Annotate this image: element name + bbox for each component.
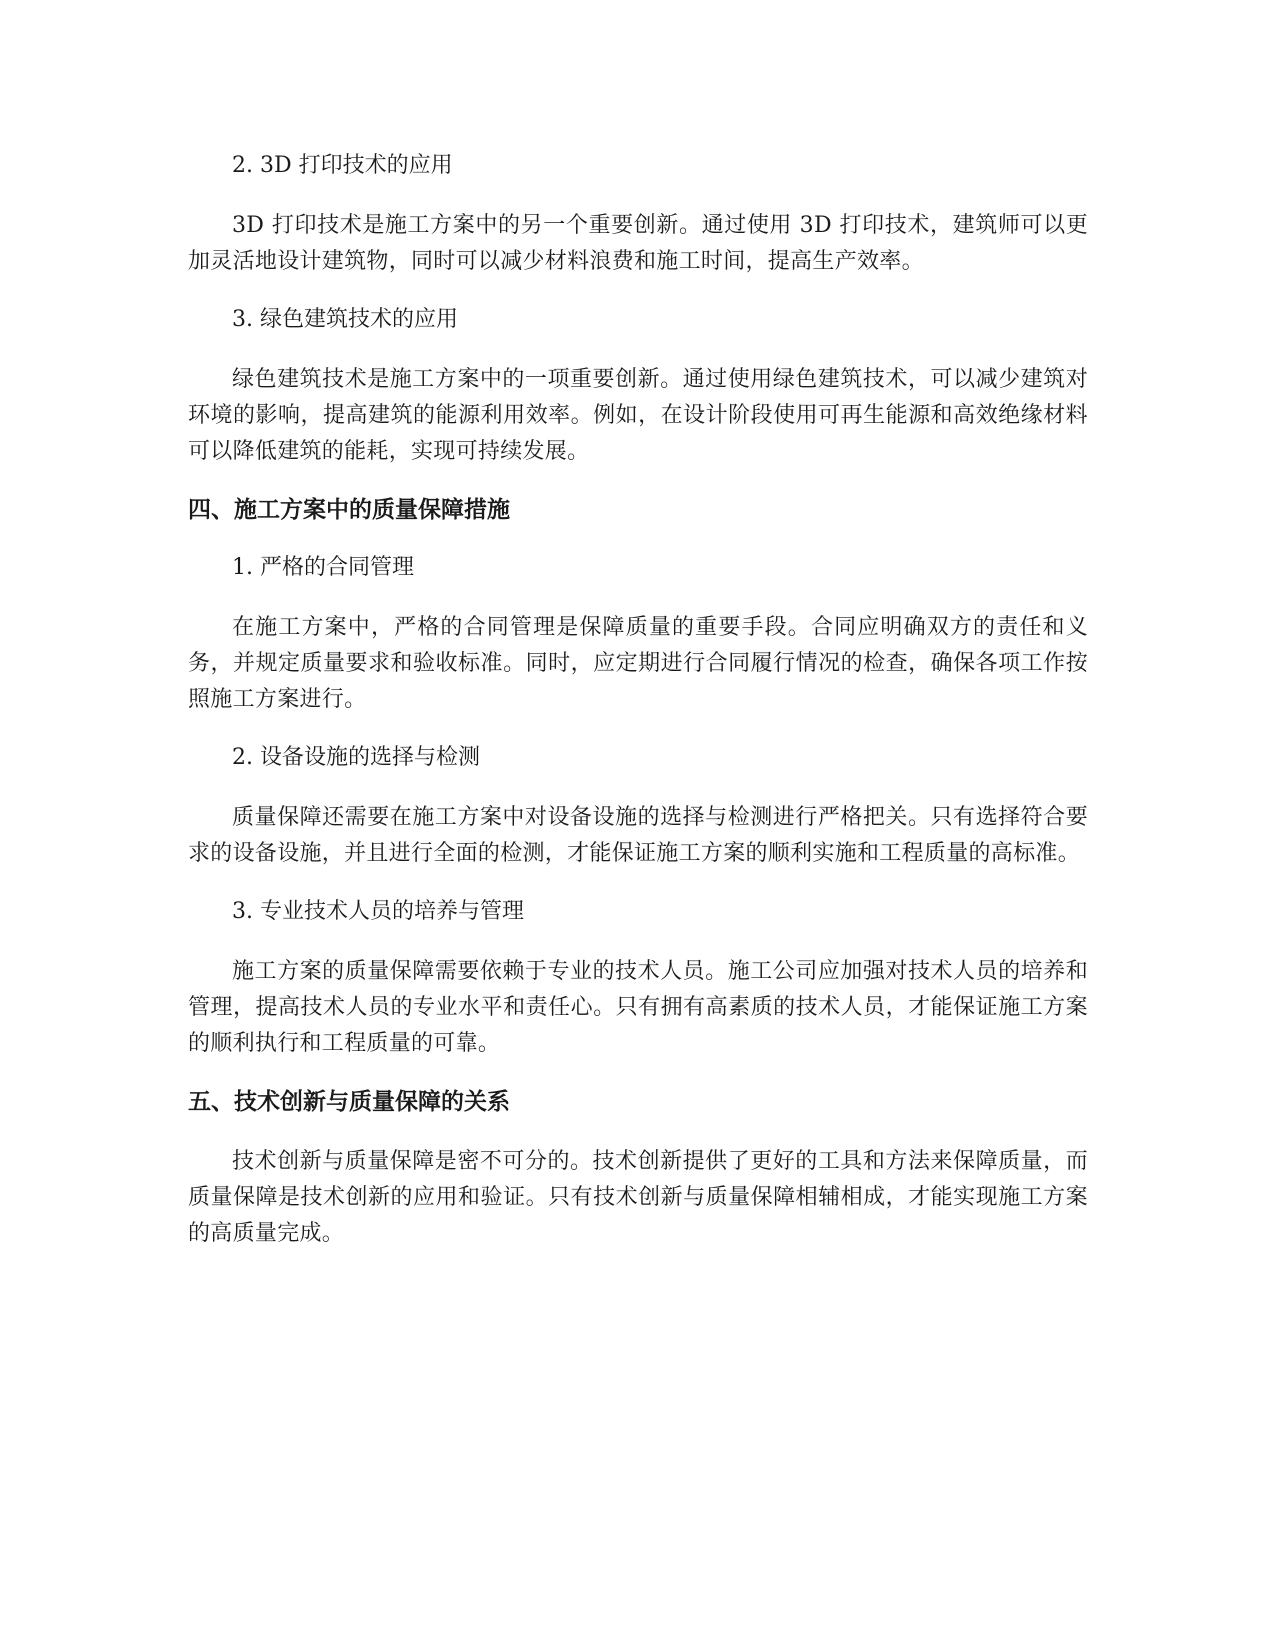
- document-body: [188, 150, 1088, 1252]
- paragraph-contract-management: 在施工方案中，严格的合同管理是保障质量的重要手段。合同应明确双方的责任和义务，并规定质量要求和验收标准。同时，应定期进行合同履行情况的检查，确保各项工作按照施工方案进行。: [188, 615, 1088, 712]
- subsection-title-equipment: 2. 设备设施的选择与检测: [232, 745, 480, 770]
- section-heading-quality-measures: 四、施工方案中的质量保障措施: [188, 497, 510, 523]
- subsection-title-green-building: 3. 绿色建筑技术的应用: [232, 307, 458, 332]
- paragraph-innovation-quality: 技术创新与质量保障是密不可分的。技术创新提供了更好的工具和方法来保障质量，而质量保障是技术创新的应用和验证。只有技术创新与质量保障相辅相成，才能实现施工方案的高质量完成。: [188, 1149, 1088, 1246]
- paragraph-3d-printing: 3D 打印技术是施工方案中的另一个重要创新。通过使用 3D 打印技术，建筑师可以更加灵活地设计建筑物，同时可以减少材料浪费和施工时间，提高生产效率。: [188, 213, 1088, 274]
- subsection-title-3d-printing: 2. 3D 打印技术的应用: [232, 153, 453, 178]
- paragraph-equipment: 质量保障还需要在施工方案中对设备设施的选择与检测进行严格把关。只有选择符合要求的设备设施，并且进行全面的检测，才能保证施工方案的顺利实施和工程质量的高标准。: [188, 805, 1088, 866]
- subsection-title-personnel: 3. 专业技术人员的培养与管理: [232, 899, 524, 924]
- subsection-title-contract-management: 1. 严格的合同管理: [232, 555, 414, 580]
- paragraph-green-building: 绿色建筑技术是施工方案中的一项重要创新。通过使用绿色建筑技术，可以减少建筑对环境的影响，提高建筑的能源利用效率。例如，在设计阶段使用可再生能源和高效绝缘材料可以降低建筑的能耗，实现可持续发展。: [188, 367, 1088, 464]
- section-heading-innovation-quality: 五、技术创新与质量保障的关系: [188, 1089, 510, 1115]
- paragraph-personnel: 施工方案的质量保障需要依赖于专业的技术人员。施工公司应加强对技术人员的培养和管理，提高技术人员的专业水平和责任心。只有拥有高素质的技术人员，才能保证施工方案的顺利执行和工程质量的可靠。: [188, 959, 1088, 1056]
